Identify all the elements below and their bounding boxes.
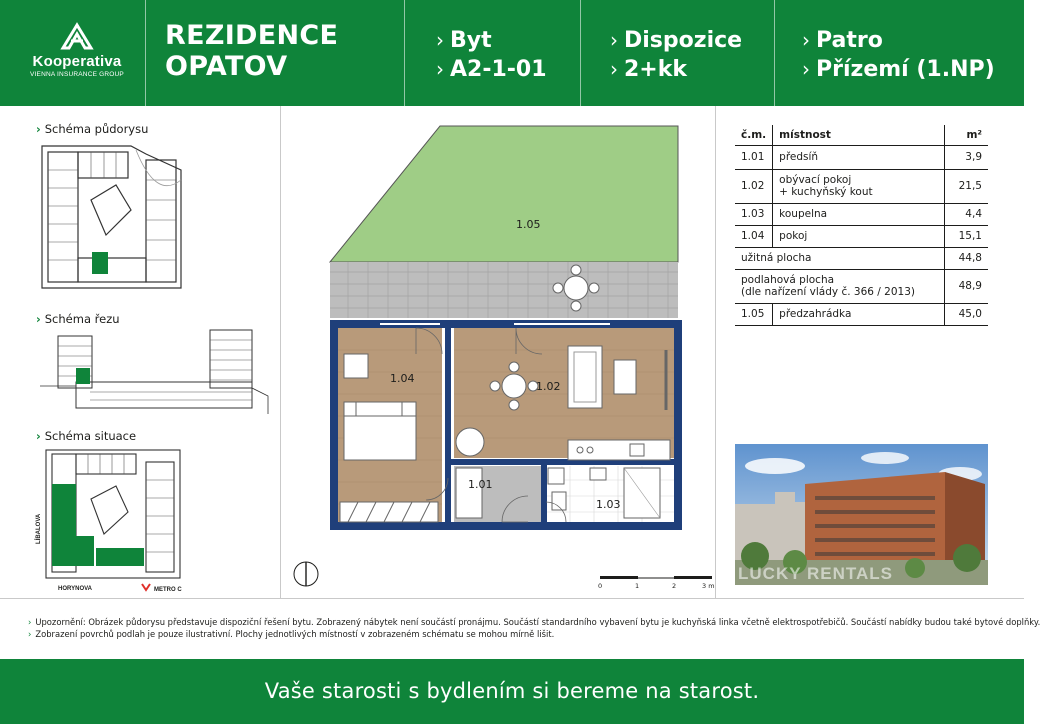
table-header-room: místnost	[773, 125, 944, 145]
metro-icon	[142, 584, 150, 590]
header-divider	[145, 0, 146, 106]
street-label-south: HORYNOVA	[58, 586, 93, 592]
header	[0, 0, 1024, 106]
room-label-101: 1.01	[468, 478, 493, 491]
brand-subtitle: VIENNA INSURANCE GROUP	[30, 71, 124, 78]
disclaimer-line2: › Zobrazení povrchů podlah je pouze ilustrativní. Plochy jednotlivých místností v zobrazeném schématu se mohou mírně lišit.	[28, 629, 555, 639]
chevron-right-icon: ›	[610, 28, 618, 52]
table-row: 1.02 obývací pokoj + kuchyňský kout 21,5	[735, 169, 988, 203]
content-bottom-line	[0, 598, 1024, 599]
table-row-usable-area: užitná plocha 44,8	[735, 247, 988, 269]
chevron-right-icon: ›	[36, 122, 41, 136]
section-scheme-drawing[interactable]	[40, 326, 268, 414]
footer-slogan: Vaše starosti s bydlením si bereme na starost.	[0, 659, 1024, 724]
room-label-104: 1.04	[390, 372, 415, 385]
garden-area	[330, 126, 678, 262]
floor-info	[802, 26, 995, 84]
floor-value: Přízemí (1.NP)	[816, 57, 995, 82]
apartment-floor-plan[interactable]	[290, 110, 715, 590]
project-title-line2: OPATOV	[165, 51, 288, 82]
scale-label-3: 3 m	[702, 582, 715, 590]
situation-scheme-drawing[interactable]	[36, 444, 186, 594]
disclaimer-line1: › Upozornění: Obrázek půdorysu představuje dispoziční řešení bytu. Zobrazený nábytek není součástí pronájmu. Součástí standardního vybavení bytu je kuchyňská linka včetně elektrospotřebičů. Součástí nabídky budou také bytové doplňky.	[28, 617, 1040, 627]
chevron-right-icon: ›	[802, 28, 810, 52]
chevron-right-icon: ›	[802, 57, 810, 81]
scheme-floorplan-label: › Schéma půdorysu	[36, 122, 149, 136]
chevron-right-icon: ›	[436, 28, 444, 52]
armchair-icon	[456, 428, 484, 456]
header-divider	[580, 0, 581, 106]
unit-value: A2-1-01	[450, 57, 547, 82]
room-area-table	[735, 125, 988, 326]
scale-bar	[598, 576, 715, 590]
floor-label: Patro	[816, 28, 883, 53]
layout-value: 2+kk	[624, 57, 688, 82]
panel-divider	[280, 106, 281, 598]
layout-info	[610, 26, 742, 84]
coffee-table-icon	[614, 360, 636, 394]
chevron-right-icon: ›	[36, 429, 41, 443]
unit-info	[436, 26, 547, 84]
street-label-west: LÍBALOVA	[36, 513, 42, 544]
north-arrow-icon	[294, 562, 318, 586]
header-divider	[774, 0, 775, 106]
scale-label-0: 0	[598, 582, 603, 590]
header-divider	[404, 0, 405, 106]
project-title	[165, 20, 338, 82]
chevron-right-icon: ›	[36, 312, 41, 326]
sink-icon	[590, 468, 606, 480]
room-label-102: 1.02	[536, 380, 561, 393]
scale-label-2: 2	[672, 582, 677, 590]
table-header-area: m²	[944, 125, 988, 145]
brand-logo[interactable]	[28, 24, 126, 78]
panel-divider	[715, 106, 716, 598]
terrace-area	[330, 262, 678, 318]
kooperativa-logo-icon	[60, 24, 94, 50]
table-row: 1.01 předsíň 3,9	[735, 145, 988, 169]
project-title-line1: REZIDENCE	[165, 20, 339, 51]
table-row: 1.03 koupelna 4,4	[735, 203, 988, 225]
table-header-num: č.m.	[735, 125, 773, 145]
unit-label: Byt	[450, 28, 492, 53]
brand-name: Kooperativa	[32, 53, 122, 70]
chevron-right-icon: ›	[610, 57, 618, 81]
render-watermark: LUCKY RENTALS	[738, 564, 893, 583]
chevron-right-icon: ›	[28, 629, 32, 639]
room-102-floor	[454, 328, 674, 458]
floorplan-scheme-drawing[interactable]	[36, 140, 186, 292]
chevron-right-icon: ›	[28, 617, 32, 627]
desk-icon	[344, 354, 368, 378]
table-row-garden: 1.05 předzahrádka 45,0	[735, 303, 988, 325]
room-label-105: 1.05	[516, 218, 541, 231]
table-row-floor-area: podlahová plocha (dle nařízení vlády č. 366 / 2013) 48,9	[735, 269, 988, 303]
bed-icon	[344, 402, 416, 460]
metro-label: METRO C	[154, 587, 182, 593]
wardrobe-icon	[456, 468, 482, 518]
layout-label: Dispozice	[624, 28, 743, 53]
washing-machine-icon	[548, 468, 564, 484]
scheme-section-label: › Schéma řezu	[36, 312, 120, 326]
table-row: 1.04 pokoj 15,1	[735, 225, 988, 247]
chevron-right-icon: ›	[436, 57, 444, 81]
scale-label-1: 1	[635, 582, 640, 590]
room-label-103: 1.03	[596, 498, 621, 511]
scheme-situation-label: › Schéma situace	[36, 429, 137, 443]
